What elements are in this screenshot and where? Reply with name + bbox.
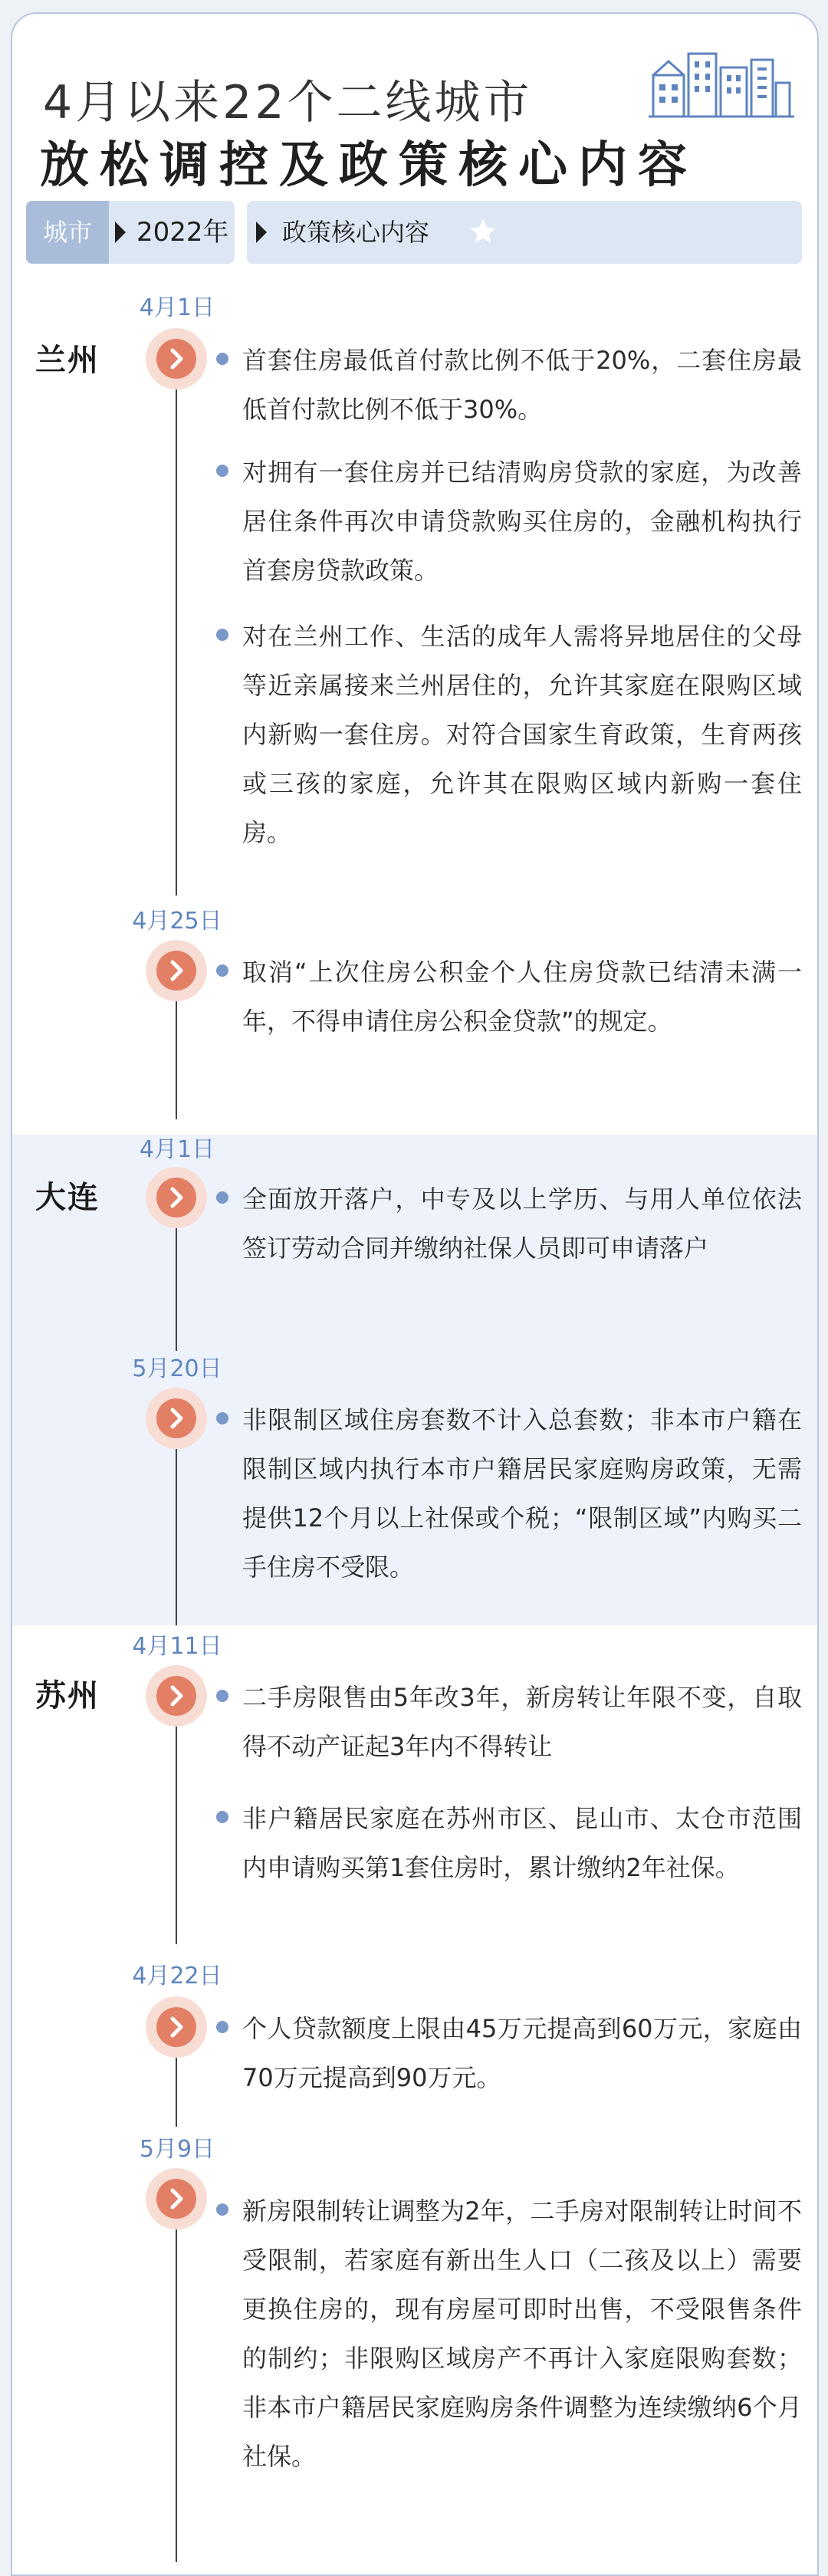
entry-date: 5月9日	[139, 2136, 215, 2163]
timeline-line	[176, 2214, 177, 2562]
entry-date: 4月11日	[132, 1633, 222, 1660]
policy-item: 对在兰州工作、生活的成年人需将异地居住的父母等近亲属接来兰州居住的，允许其家庭在限购区域内新购一套住房。对符合国家生育政策，生育两孩或三孩的家庭，允许其在限购区域内新购一套住房。	[242, 612, 802, 857]
timeline-line	[176, 986, 177, 1119]
timeline-marker	[146, 328, 207, 389]
bullet-dot	[216, 1191, 228, 1204]
entry-date: 4月1日	[139, 1136, 215, 1163]
city-buildings-icon	[649, 44, 794, 121]
triangle-right-icon	[256, 222, 267, 243]
chevron-right-icon	[156, 1676, 196, 1716]
timeline-marker	[146, 1996, 207, 2058]
policy-item: 首套住房最低首付款比例不低于20%，二套住房最低首付款比例不低于30%。	[242, 336, 802, 434]
entry-date: 4月1日	[139, 294, 215, 321]
policy-item: 非户籍居民家庭在苏州市区、昆山市、太仓市范围内申请购买第1套住房时，累计缴纳2年社保。	[242, 1794, 802, 1892]
title-line-2: 放松调控及政策核心内容	[40, 137, 698, 194]
bullet-dot	[216, 1412, 228, 1424]
bullet-dot	[216, 2203, 228, 2216]
chevron-right-icon	[156, 2179, 196, 2219]
infographic-card	[11, 12, 819, 2576]
bullet-dot	[216, 1811, 228, 1823]
chevron-right-icon	[156, 1178, 196, 1217]
policy-item: 全面放开落户，中专及以上学历、与用人单位依法签订劳动合同并缴纳社保人员即可申请落户	[242, 1175, 802, 1273]
bullet-dot	[216, 2021, 228, 2033]
timeline-marker	[146, 1665, 207, 1727]
timeline-line	[176, 385, 177, 895]
policy-item: 取消“上次住房公积金个人住房贷款已结清未满一年，不得申请住房公积金贷款”的规定。	[242, 948, 802, 1046]
entry-date: 4月22日	[132, 1963, 222, 1990]
timeline-line	[176, 1434, 177, 1625]
header-city: 城市	[26, 201, 109, 264]
city-name-lanzhou: 兰州	[35, 343, 100, 378]
chevron-right-icon	[156, 2007, 196, 2047]
timeline-line	[176, 1711, 177, 1944]
policy-item: 新房限制转让调整为2年，二手房对限制转让时间不受限制，若家庭有新出生人口（二孩及以上）需要更换住房的，现有房屋可即时出售，不受限售条件的制约；非限购区域房产不再计入家庭限购套数；非本市户籍居民家庭购房条件调整为连续缴纳6个月社保。	[242, 2187, 802, 2481]
triangle-right-icon	[115, 222, 126, 243]
city-name-suzhou: 苏州	[35, 1678, 100, 1714]
entry-date: 4月25日	[132, 908, 222, 935]
policy-item: 个人贷款额度上限由45万元提高到60万元，家庭由70万元提高到90万元。	[242, 2004, 802, 2102]
header-year-label: 2022年	[136, 217, 229, 248]
bullet-dot	[216, 1690, 228, 1702]
timeline-line	[176, 1213, 177, 1351]
policy-item: 对拥有一套住房并已结清购房贷款的家庭，为改善居住条件再次申请贷款购买住房的，金融机构执行首套房贷款政策。	[242, 448, 802, 595]
bullet-dot	[216, 964, 228, 977]
bullet-dot	[216, 353, 228, 365]
star-icon	[468, 216, 498, 247]
title-line-1: 4月以来22个二线城市	[43, 76, 533, 130]
header-content	[247, 201, 802, 264]
chevron-right-icon	[156, 951, 196, 991]
timeline-marker	[146, 2168, 207, 2229]
table-header	[26, 201, 802, 264]
entry-date: 5月20日	[132, 1355, 222, 1382]
chevron-right-icon	[156, 1398, 196, 1438]
header-content-label: 政策核心内容	[282, 218, 430, 247]
policy-item: 非限制区域住房套数不计入总套数；非本市户籍在限制区域内执行本市户籍居民家庭购房政策，无需提供12个月以上社保或个税；“限制区域”内购买二手住房不受限。	[242, 1395, 802, 1592]
timeline-marker	[146, 1388, 207, 1449]
bullet-dot	[216, 629, 228, 641]
chevron-right-icon	[156, 339, 196, 379]
bullet-dot	[216, 465, 228, 477]
timeline-marker	[146, 1167, 207, 1228]
policy-item: 二手房限售由5年改3年，新房转让年限不变，自取得不动产证起3年内不得转让	[242, 1673, 802, 1771]
timeline-marker	[146, 940, 207, 1001]
city-name-dalian: 大连	[35, 1180, 100, 1215]
header-year	[109, 201, 235, 264]
